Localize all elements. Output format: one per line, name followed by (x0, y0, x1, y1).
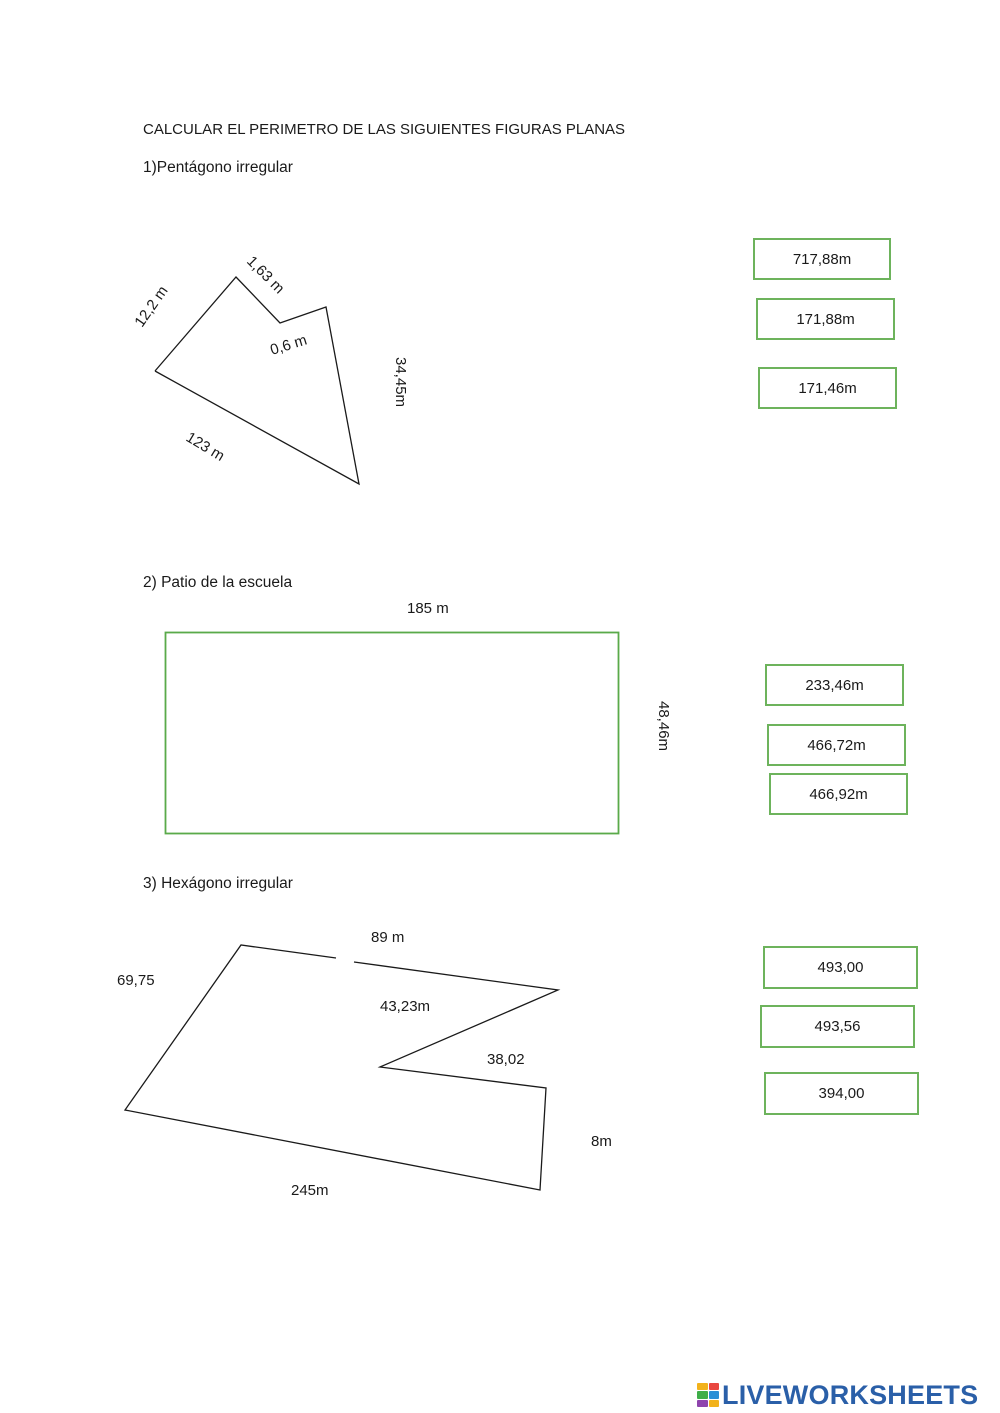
patio-height-label: 48,46m (655, 701, 672, 752)
answer-option-2a[interactable]: 233,46m (765, 664, 904, 706)
answer-option-1b[interactable]: 171,88m (756, 298, 895, 340)
pentagon-side-123: 123 m (182, 428, 228, 465)
section-2-heading: 2) Patio de la escuela (143, 574, 293, 591)
hexagon-side-245: 245m (291, 1182, 329, 1199)
logo-text: LIVEWORKSHEETS (722, 1379, 979, 1410)
answer-option-2c[interactable]: 466,92m (769, 773, 908, 815)
section-1-heading: 1)Pentágono irregular (143, 159, 293, 176)
logo-grid-icon (697, 1383, 719, 1407)
hexagon-side-89: 89 m (371, 929, 405, 946)
answer-option-2b[interactable]: 466,72m (767, 724, 906, 766)
section-3-heading: 3) Hexágono irregular (143, 875, 293, 892)
pentagon-shape (155, 277, 359, 484)
patio-width-label: 185 m (407, 600, 449, 617)
pentagon-side-1-63: 1,63 m (243, 252, 288, 298)
answer-option-1c[interactable]: 171,46m (758, 367, 897, 409)
answer-option-1a[interactable]: 717,88m (753, 238, 891, 280)
liveworksheets-logo (697, 1378, 978, 1412)
hexagon-side-8: 8m (591, 1133, 612, 1150)
answer-option-3a[interactable]: 493,00 (763, 946, 918, 989)
answer-option-3b[interactable]: 493,56 (760, 1005, 915, 1048)
answer-option-3c[interactable]: 394,00 (764, 1072, 919, 1115)
page-title: CALCULAR EL PERIMETRO DE LAS SIGUIENTES FIGURAS PLANAS (143, 121, 626, 138)
pentagon-side-34-45: 34,45m (392, 357, 409, 408)
pentagon-side-0-6: 0,6 m (268, 331, 310, 359)
hexagon-side-43-23: 43,23m (380, 998, 431, 1015)
hexagon-side-69-75: 69,75 (117, 972, 155, 989)
hexagon-side-38-02: 38,02 (487, 1051, 525, 1068)
pentagon-side-12-2: 12,2 m (131, 282, 172, 331)
patio-rectangle (166, 633, 619, 834)
